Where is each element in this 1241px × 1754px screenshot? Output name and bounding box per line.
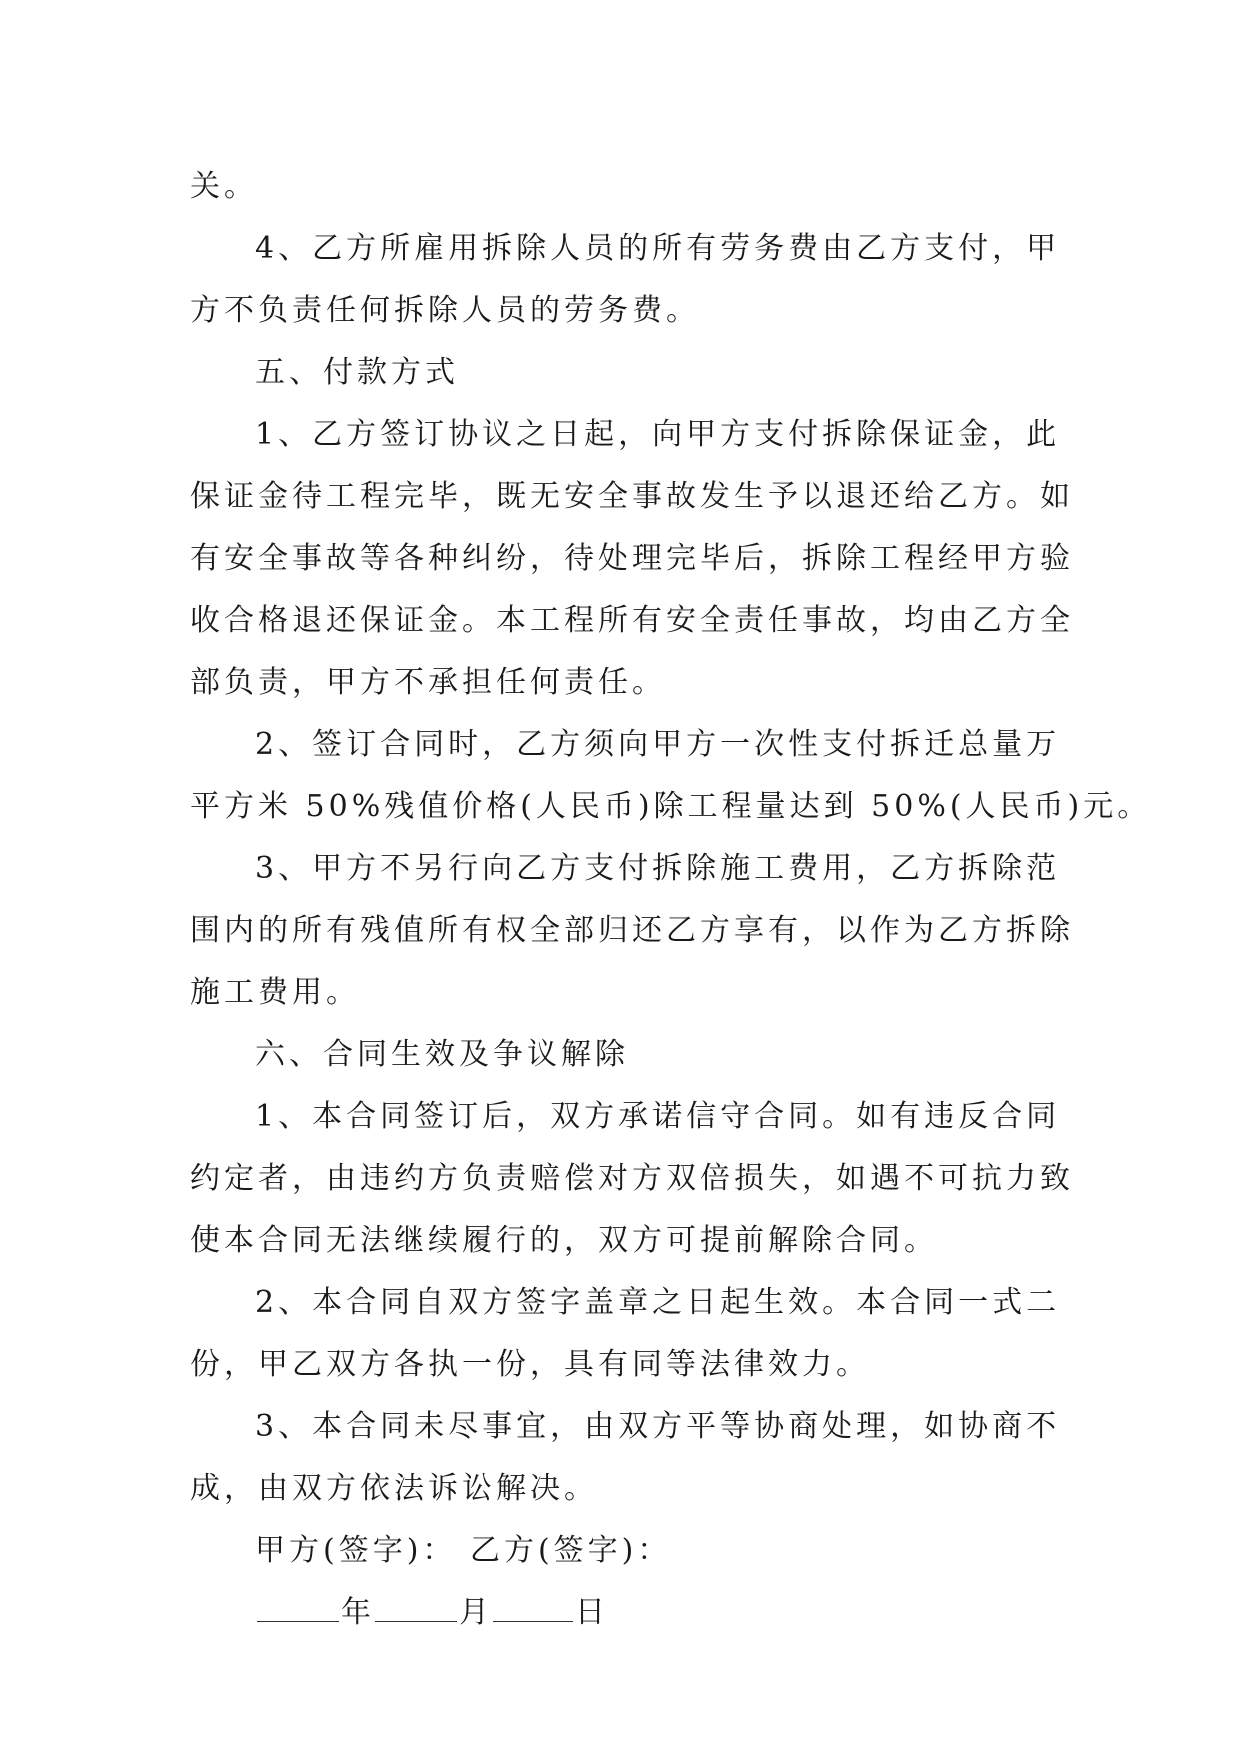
paragraph-line: 施工费用。 xyxy=(190,975,360,1010)
month-blank[interactable] xyxy=(375,1591,457,1622)
paragraph-line: 有安全事故等各种纠纷，待处理完毕后，拆除工程经甲方验 xyxy=(190,541,1074,576)
paragraph-line: 使本合同无法继续履行的，双方可提前解除合同。 xyxy=(190,1223,938,1258)
paragraph-line: 收合格退还保证金。本工程所有安全责任事故，均由乙方全 xyxy=(190,603,1074,638)
paragraph-line: 平方米 50%残值价格(人民币)除工程量达到 50%(人民币)元。 xyxy=(190,789,1152,824)
paragraph-line: 围内的所有残值所有权全部归还乙方享有，以作为乙方拆除 xyxy=(190,913,1074,948)
paragraph-line: 关。 xyxy=(190,169,258,204)
document-body xyxy=(190,156,1152,1644)
paragraph-line: 1、乙方签订协议之日起，向甲方支付拆除保证金，此 xyxy=(255,417,1061,452)
day-blank[interactable] xyxy=(493,1591,573,1622)
paragraph-line: 成，由双方依法诉讼解决。 xyxy=(190,1471,598,1506)
date-line xyxy=(190,1582,1050,1644)
paragraph-line: 2、本合同自双方签字盖章之日起生效。本合同一式二 xyxy=(255,1285,1061,1320)
paragraph-line: 1、本合同签订后，双方承诺信守合同。如有违反合同 xyxy=(255,1099,1061,1134)
day-label: 日 xyxy=(575,1595,607,1630)
section-heading: 六、合同生效及争议解除 xyxy=(255,1037,629,1072)
paragraph-line: 约定者，由违约方负责赔偿对方双倍损失，如遇不可抗力致 xyxy=(190,1161,1074,1196)
paragraph-line: 3、甲方不另行向乙方支付拆除施工费用，乙方拆除范 xyxy=(255,851,1061,886)
paragraph-line: 4、乙方所雇用拆除人员的所有劳务费由乙方支付，甲 xyxy=(255,231,1061,266)
paragraph-line: 部负责，甲方不承担任何责任。 xyxy=(190,665,666,700)
signature-line: 甲方(签字)： 乙方(签字)： xyxy=(255,1533,672,1568)
paragraph-line: 3、本合同未尽事宜，由双方平等协商处理，如协商不 xyxy=(255,1409,1061,1444)
paragraph-line: 份，甲乙双方各执一份，具有同等法律效力。 xyxy=(190,1347,870,1382)
month-label: 月 xyxy=(459,1595,491,1630)
year-blank[interactable] xyxy=(257,1591,339,1622)
paragraph-line: 2、签订合同时，乙方须向甲方一次性支付拆迁总量万 xyxy=(255,727,1061,762)
paragraph-line: 保证金待工程完毕，既无安全事故发生予以退还给乙方。如 xyxy=(190,479,1074,514)
section-heading: 五、付款方式 xyxy=(255,355,459,390)
year-label: 年 xyxy=(341,1595,373,1630)
paragraph-line: 方不负责任何拆除人员的劳务费。 xyxy=(190,293,700,328)
